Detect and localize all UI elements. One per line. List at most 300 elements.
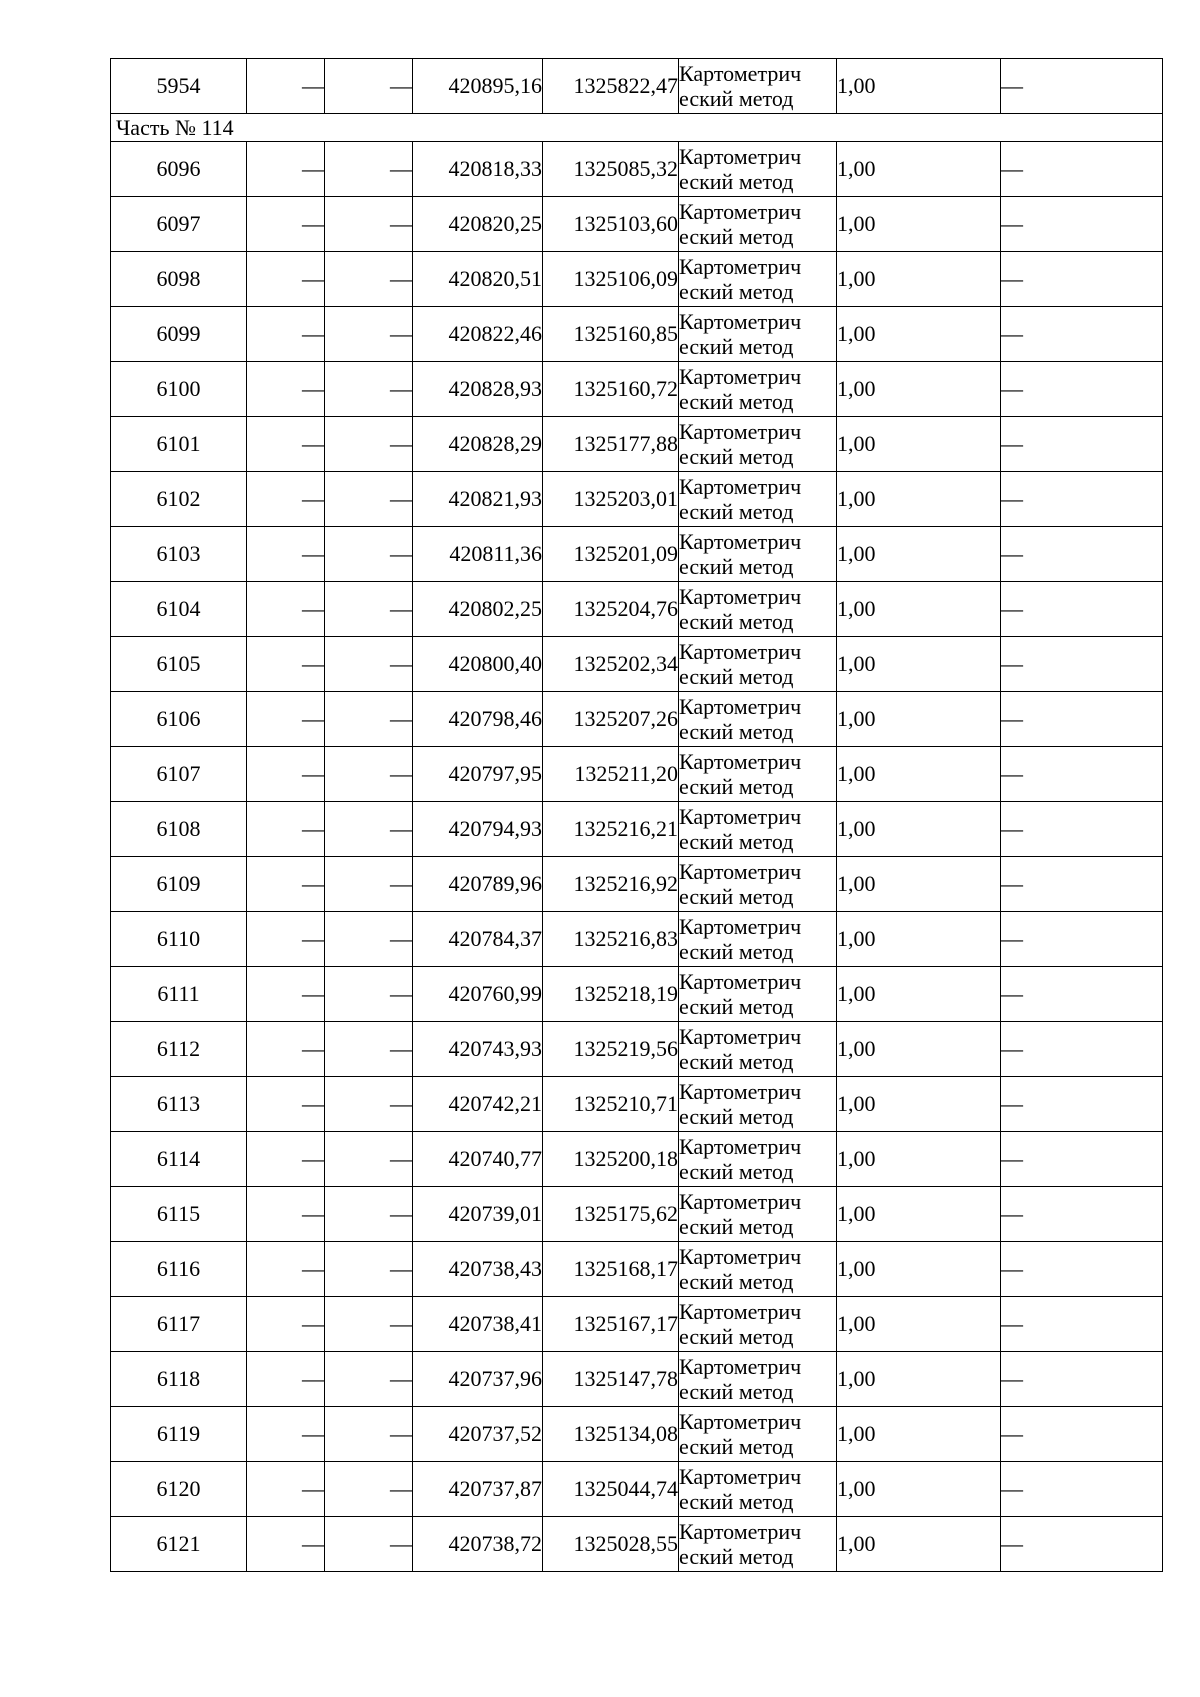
description-cell: — — [1001, 1242, 1163, 1297]
method-cell — [679, 362, 837, 417]
point-number: 6121 — [111, 1517, 247, 1572]
table-row — [111, 1077, 1163, 1132]
description-cell: — — [1001, 692, 1163, 747]
table-row — [111, 1462, 1163, 1517]
old-x-cell: — — [247, 307, 325, 362]
method-cell — [679, 692, 837, 747]
accuracy-cell: 1,00 — [837, 142, 1001, 197]
point-number: 6103 — [111, 527, 247, 582]
method-cell — [679, 142, 837, 197]
old-y-cell: — — [325, 142, 413, 197]
y-coordinate: 1325200,18 — [543, 1132, 679, 1187]
old-x-cell: — — [247, 527, 325, 582]
method-line-2: еский метод — [679, 1104, 794, 1129]
table-row — [111, 1022, 1163, 1077]
table-row — [111, 1407, 1163, 1462]
point-number: 6115 — [111, 1187, 247, 1242]
y-coordinate: 1325044,74 — [543, 1462, 679, 1517]
part-header-row — [111, 114, 1163, 142]
table-row — [111, 967, 1163, 1022]
old-y-cell: — — [325, 1407, 413, 1462]
description-cell: — — [1001, 142, 1163, 197]
point-number: 6114 — [111, 1132, 247, 1187]
method-line-1: Картометрич — [679, 1024, 802, 1049]
point-number: 6105 — [111, 637, 247, 692]
method-cell — [679, 1407, 837, 1462]
accuracy-cell: 1,00 — [837, 1077, 1001, 1132]
method-line-2: еский метод — [679, 279, 794, 304]
method-line-2: еский метод — [679, 1544, 794, 1569]
y-coordinate: 1325134,08 — [543, 1407, 679, 1462]
x-coordinate: 420738,72 — [413, 1517, 543, 1572]
x-coordinate: 420798,46 — [413, 692, 543, 747]
description-cell: — — [1001, 1187, 1163, 1242]
method-line-1: Картометрич — [679, 474, 802, 499]
old-y-cell: — — [325, 912, 413, 967]
y-coordinate: 1325216,83 — [543, 912, 679, 967]
old-x-cell: — — [247, 472, 325, 527]
point-number: 6118 — [111, 1352, 247, 1407]
point-number: 6100 — [111, 362, 247, 417]
old-x-cell: — — [247, 802, 325, 857]
description-cell: — — [1001, 252, 1163, 307]
x-coordinate: 420802,25 — [413, 582, 543, 637]
x-coordinate: 420740,77 — [413, 1132, 543, 1187]
method-line-2: еский метод — [679, 554, 794, 579]
accuracy-cell: 1,00 — [837, 472, 1001, 527]
method-line-1: Картометрич — [679, 364, 802, 389]
description-cell: — — [1001, 362, 1163, 417]
old-x-cell: — — [247, 692, 325, 747]
point-number: 6119 — [111, 1407, 247, 1462]
method-line-2: еский метод — [679, 774, 794, 799]
table-row — [111, 1242, 1163, 1297]
old-y-cell: — — [325, 1132, 413, 1187]
accuracy-cell: 1,00 — [837, 527, 1001, 582]
part-label: Часть № 114 — [111, 114, 1163, 142]
old-x-cell: — — [247, 417, 325, 472]
description-cell: — — [1001, 582, 1163, 637]
method-cell — [679, 1022, 837, 1077]
point-number: 5954 — [111, 59, 247, 114]
x-coordinate: 420738,43 — [413, 1242, 543, 1297]
method-line-1: Картометрич — [679, 1354, 802, 1379]
old-y-cell: — — [325, 1517, 413, 1572]
table-row — [111, 747, 1163, 802]
method-line-2: еский метод — [679, 334, 794, 359]
method-line-2: еский метод — [679, 1269, 794, 1294]
y-coordinate: 1325147,78 — [543, 1352, 679, 1407]
point-number: 6098 — [111, 252, 247, 307]
method-line-2: еский метод — [679, 884, 794, 909]
description-cell: — — [1001, 967, 1163, 1022]
point-number: 6111 — [111, 967, 247, 1022]
y-coordinate: 1325201,09 — [543, 527, 679, 582]
method-line-2: еский метод — [679, 719, 794, 744]
method-line-2: еский метод — [679, 389, 794, 414]
table-row — [111, 1352, 1163, 1407]
method-cell — [679, 59, 837, 114]
table-row — [111, 802, 1163, 857]
point-number: 6096 — [111, 142, 247, 197]
x-coordinate: 420820,25 — [413, 197, 543, 252]
method-line-2: еский метод — [679, 1489, 794, 1514]
y-coordinate: 1325103,60 — [543, 197, 679, 252]
method-line-1: Картометрич — [679, 1409, 802, 1434]
description-cell: — — [1001, 1352, 1163, 1407]
old-x-cell: — — [247, 1407, 325, 1462]
y-coordinate: 1325167,17 — [543, 1297, 679, 1352]
method-line-2: еский метод — [679, 609, 794, 634]
description-cell: — — [1001, 1077, 1163, 1132]
description-cell: — — [1001, 637, 1163, 692]
old-x-cell: — — [247, 1462, 325, 1517]
table-row — [111, 912, 1163, 967]
point-number: 6104 — [111, 582, 247, 637]
method-line-1: Картометрич — [679, 584, 802, 609]
method-line-1: Картометрич — [679, 969, 802, 994]
x-coordinate: 420821,93 — [413, 472, 543, 527]
table-row — [111, 582, 1163, 637]
description-cell: — — [1001, 857, 1163, 912]
y-coordinate: 1325160,72 — [543, 362, 679, 417]
method-line-1: Картометрич — [679, 1079, 802, 1104]
old-x-cell: — — [247, 1517, 325, 1572]
old-x-cell: — — [247, 197, 325, 252]
x-coordinate: 420822,46 — [413, 307, 543, 362]
accuracy-cell: 1,00 — [837, 582, 1001, 637]
x-coordinate: 420737,87 — [413, 1462, 543, 1517]
point-number: 6112 — [111, 1022, 247, 1077]
y-coordinate: 1325160,85 — [543, 307, 679, 362]
x-coordinate: 420743,93 — [413, 1022, 543, 1077]
accuracy-cell: 1,00 — [837, 1297, 1001, 1352]
table-row — [111, 252, 1163, 307]
old-x-cell: — — [247, 857, 325, 912]
description-cell: — — [1001, 472, 1163, 527]
x-coordinate: 420737,52 — [413, 1407, 543, 1462]
old-x-cell: — — [247, 362, 325, 417]
table-row — [111, 857, 1163, 912]
accuracy-cell: 1,00 — [837, 857, 1001, 912]
coordinates-table — [110, 58, 1163, 1572]
y-coordinate: 1325822,47 — [543, 59, 679, 114]
old-y-cell: — — [325, 59, 413, 114]
old-y-cell: — — [325, 967, 413, 1022]
x-coordinate: 420738,41 — [413, 1297, 543, 1352]
description-cell: — — [1001, 1517, 1163, 1572]
y-coordinate: 1325085,32 — [543, 142, 679, 197]
x-coordinate: 420739,01 — [413, 1187, 543, 1242]
accuracy-cell: 1,00 — [837, 747, 1001, 802]
description-cell: — — [1001, 912, 1163, 967]
point-number: 6109 — [111, 857, 247, 912]
accuracy-cell: 1,00 — [837, 1462, 1001, 1517]
y-coordinate: 1325207,26 — [543, 692, 679, 747]
table-row — [111, 362, 1163, 417]
method-cell — [679, 582, 837, 637]
old-y-cell: — — [325, 1187, 413, 1242]
y-coordinate: 1325175,62 — [543, 1187, 679, 1242]
method-cell — [679, 197, 837, 252]
method-line-2: еский метод — [679, 829, 794, 854]
old-y-cell: — — [325, 362, 413, 417]
table-row — [111, 197, 1163, 252]
point-number: 6110 — [111, 912, 247, 967]
table-row — [111, 472, 1163, 527]
method-line-1: Картометрич — [679, 309, 802, 334]
accuracy-cell: 1,00 — [837, 417, 1001, 472]
method-cell — [679, 527, 837, 582]
y-coordinate: 1325028,55 — [543, 1517, 679, 1572]
method-line-1: Картометрич — [679, 859, 802, 884]
method-line-1: Картометрич — [679, 254, 802, 279]
old-x-cell: — — [247, 142, 325, 197]
table-row — [111, 527, 1163, 582]
method-cell — [679, 1297, 837, 1352]
x-coordinate: 420895,16 — [413, 59, 543, 114]
old-x-cell: — — [247, 59, 325, 114]
table-row — [111, 1187, 1163, 1242]
old-y-cell: — — [325, 1077, 413, 1132]
accuracy-cell: 1,00 — [837, 967, 1001, 1022]
table-row — [111, 1517, 1163, 1572]
old-y-cell: — — [325, 747, 413, 802]
method-line-2: еский метод — [679, 939, 794, 964]
x-coordinate: 420794,93 — [413, 802, 543, 857]
old-y-cell: — — [325, 802, 413, 857]
x-coordinate: 420784,37 — [413, 912, 543, 967]
method-line-1: Картометрич — [679, 694, 802, 719]
table-body — [111, 59, 1163, 1572]
point-number: 6097 — [111, 197, 247, 252]
method-line-1: Картометрич — [679, 419, 802, 444]
description-cell: — — [1001, 802, 1163, 857]
method-line-2: еский метод — [679, 499, 794, 524]
accuracy-cell: 1,00 — [837, 1242, 1001, 1297]
table-row — [111, 307, 1163, 362]
accuracy-cell: 1,00 — [837, 692, 1001, 747]
old-x-cell: — — [247, 252, 325, 307]
accuracy-cell: 1,00 — [837, 1022, 1001, 1077]
y-coordinate: 1325216,21 — [543, 802, 679, 857]
method-line-2: еский метод — [679, 664, 794, 689]
accuracy-cell: 1,00 — [837, 637, 1001, 692]
method-line-2: еский метод — [679, 169, 794, 194]
accuracy-cell: 1,00 — [837, 252, 1001, 307]
accuracy-cell: 1,00 — [837, 362, 1001, 417]
accuracy-cell: 1,00 — [837, 1187, 1001, 1242]
x-coordinate: 420800,40 — [413, 637, 543, 692]
accuracy-cell: 1,00 — [837, 307, 1001, 362]
old-x-cell: — — [247, 637, 325, 692]
old-y-cell: — — [325, 527, 413, 582]
old-y-cell: — — [325, 1352, 413, 1407]
method-line-2: еский метод — [679, 1379, 794, 1404]
method-line-1: Картометрич — [679, 1299, 802, 1324]
method-line-1: Картометрич — [679, 749, 802, 774]
table-row — [111, 59, 1163, 114]
method-cell — [679, 1077, 837, 1132]
method-line-2: еский метод — [679, 224, 794, 249]
description-cell: — — [1001, 59, 1163, 114]
old-y-cell: — — [325, 472, 413, 527]
method-line-1: Картометрич — [679, 1244, 802, 1269]
old-y-cell: — — [325, 692, 413, 747]
method-line-2: еский метод — [679, 1434, 794, 1459]
table-row — [111, 637, 1163, 692]
method-line-2: еский метод — [679, 1324, 794, 1349]
y-coordinate: 1325216,92 — [543, 857, 679, 912]
method-line-1: Картометрич — [679, 1189, 802, 1214]
old-y-cell: — — [325, 1242, 413, 1297]
old-x-cell: — — [247, 1187, 325, 1242]
point-number: 6116 — [111, 1242, 247, 1297]
method-line-1: Картометрич — [679, 144, 802, 169]
accuracy-cell: 1,00 — [837, 1132, 1001, 1187]
method-line-1: Картометрич — [679, 61, 802, 86]
old-y-cell: — — [325, 637, 413, 692]
method-line-1: Картометрич — [679, 804, 802, 829]
y-coordinate: 1325203,01 — [543, 472, 679, 527]
point-number: 6120 — [111, 1462, 247, 1517]
x-coordinate: 420818,33 — [413, 142, 543, 197]
accuracy-cell: 1,00 — [837, 1352, 1001, 1407]
method-cell — [679, 912, 837, 967]
old-x-cell: — — [247, 747, 325, 802]
old-y-cell: — — [325, 1022, 413, 1077]
x-coordinate: 420828,93 — [413, 362, 543, 417]
method-line-1: Картометрич — [679, 1464, 802, 1489]
method-cell — [679, 472, 837, 527]
accuracy-cell: 1,00 — [837, 1517, 1001, 1572]
method-cell — [679, 1187, 837, 1242]
method-line-2: еский метод — [679, 1214, 794, 1239]
old-x-cell: — — [247, 967, 325, 1022]
method-line-1: Картометрич — [679, 914, 802, 939]
description-cell: — — [1001, 307, 1163, 362]
old-y-cell: — — [325, 1297, 413, 1352]
method-line-1: Картометрич — [679, 199, 802, 224]
table-row — [111, 692, 1163, 747]
point-number: 6108 — [111, 802, 247, 857]
y-coordinate: 1325177,88 — [543, 417, 679, 472]
method-cell — [679, 307, 837, 362]
description-cell: — — [1001, 527, 1163, 582]
method-line-1: Картометрич — [679, 639, 802, 664]
method-cell — [679, 252, 837, 307]
method-line-1: Картометрич — [679, 1519, 802, 1544]
point-number: 6101 — [111, 417, 247, 472]
method-line-2: еский метод — [679, 86, 794, 111]
method-cell — [679, 967, 837, 1022]
description-cell: — — [1001, 747, 1163, 802]
method-cell — [679, 1352, 837, 1407]
y-coordinate: 1325210,71 — [543, 1077, 679, 1132]
y-coordinate: 1325211,20 — [543, 747, 679, 802]
table-row — [111, 1132, 1163, 1187]
accuracy-cell: 1,00 — [837, 802, 1001, 857]
old-y-cell: — — [325, 197, 413, 252]
old-x-cell: — — [247, 1352, 325, 1407]
accuracy-cell: 1,00 — [837, 912, 1001, 967]
point-number: 6106 — [111, 692, 247, 747]
method-cell — [679, 802, 837, 857]
method-cell — [679, 417, 837, 472]
method-line-2: еский метод — [679, 1159, 794, 1184]
description-cell: — — [1001, 1132, 1163, 1187]
method-cell — [679, 747, 837, 802]
method-line-1: Картометрич — [679, 1134, 802, 1159]
old-x-cell: — — [247, 1077, 325, 1132]
y-coordinate: 1325219,56 — [543, 1022, 679, 1077]
y-coordinate: 1325106,09 — [543, 252, 679, 307]
point-number: 6113 — [111, 1077, 247, 1132]
y-coordinate: 1325202,34 — [543, 637, 679, 692]
x-coordinate: 420828,29 — [413, 417, 543, 472]
y-coordinate: 1325168,17 — [543, 1242, 679, 1297]
old-y-cell: — — [325, 252, 413, 307]
old-x-cell: — — [247, 1132, 325, 1187]
old-x-cell: — — [247, 912, 325, 967]
method-line-2: еский метод — [679, 1049, 794, 1074]
method-cell — [679, 857, 837, 912]
x-coordinate: 420789,96 — [413, 857, 543, 912]
description-cell: — — [1001, 197, 1163, 252]
method-cell — [679, 1132, 837, 1187]
point-number: 6099 — [111, 307, 247, 362]
y-coordinate: 1325218,19 — [543, 967, 679, 1022]
table-row — [111, 417, 1163, 472]
description-cell: — — [1001, 1022, 1163, 1077]
old-y-cell: — — [325, 307, 413, 362]
x-coordinate: 420760,99 — [413, 967, 543, 1022]
method-cell — [679, 1462, 837, 1517]
x-coordinate: 420820,51 — [413, 252, 543, 307]
method-line-2: еский метод — [679, 994, 794, 1019]
x-coordinate: 420811,36 — [413, 527, 543, 582]
x-coordinate: 420742,21 — [413, 1077, 543, 1132]
point-number: 6107 — [111, 747, 247, 802]
x-coordinate: 420737,96 — [413, 1352, 543, 1407]
description-cell: — — [1001, 417, 1163, 472]
description-cell: — — [1001, 1297, 1163, 1352]
x-coordinate: 420797,95 — [413, 747, 543, 802]
method-cell — [679, 637, 837, 692]
method-line-2: еский метод — [679, 444, 794, 469]
description-cell: — — [1001, 1407, 1163, 1462]
point-number: 6102 — [111, 472, 247, 527]
old-x-cell: — — [247, 582, 325, 637]
method-line-1: Картометрич — [679, 529, 802, 554]
old-x-cell: — — [247, 1242, 325, 1297]
accuracy-cell: 1,00 — [837, 59, 1001, 114]
accuracy-cell: 1,00 — [837, 197, 1001, 252]
method-cell — [679, 1242, 837, 1297]
table-row — [111, 142, 1163, 197]
description-cell: — — [1001, 1462, 1163, 1517]
point-number: 6117 — [111, 1297, 247, 1352]
old-y-cell: — — [325, 1462, 413, 1517]
old-x-cell: — — [247, 1297, 325, 1352]
old-y-cell: — — [325, 857, 413, 912]
method-cell — [679, 1517, 837, 1572]
old-y-cell: — — [325, 417, 413, 472]
old-x-cell: — — [247, 1022, 325, 1077]
table-row — [111, 1297, 1163, 1352]
accuracy-cell: 1,00 — [837, 1407, 1001, 1462]
old-y-cell: — — [325, 582, 413, 637]
